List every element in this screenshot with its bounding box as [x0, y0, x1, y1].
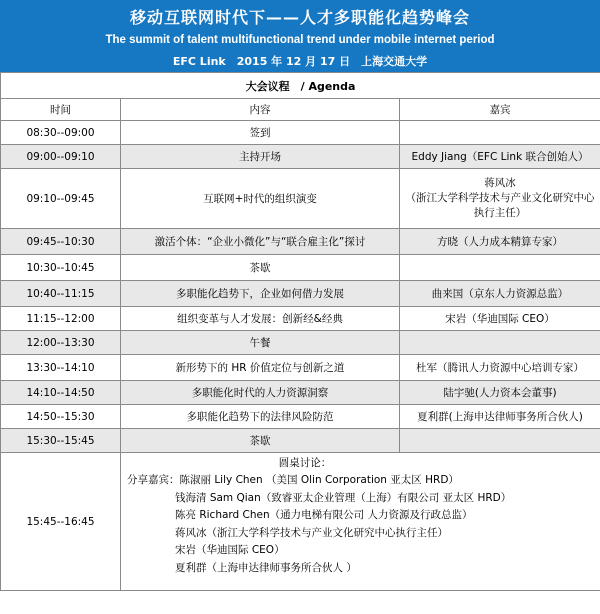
row-content: 组织变革与人才发展：创新经&经典 — [121, 307, 400, 331]
roundtable-guest: 钱海清 Sam Qian（致睿亚太企业管理（上海）有限公司 亚太区 HRD） — [175, 491, 512, 504]
roundtable-guest: 陈亮 Richard Chen（通力电梯有限公司 人力资源及行政总监） — [175, 509, 473, 521]
row-guest: 杜军（腾讯人力资源中心培训专家） — [400, 355, 600, 381]
agenda-table — [0, 72, 600, 591]
table-row — [1, 121, 600, 145]
table-row — [1, 281, 600, 307]
row-time: 15:30--15:45 — [1, 429, 121, 453]
row-guest: 曲来国（京东人力资源总监） — [400, 281, 600, 307]
table-row — [1, 229, 600, 255]
row-content: 多职能化趋势下，企业如何借力发展 — [121, 281, 400, 307]
row-guest: 宋岩（华迪国际 CEO） — [400, 307, 600, 331]
row-time: 14:50--15:30 — [1, 405, 121, 429]
row-guest — [400, 429, 600, 453]
row-content: 主持开场 — [121, 145, 400, 169]
row-guest: 陆宇驰(人力资本会董事) — [400, 381, 600, 405]
table-row — [1, 255, 600, 281]
row-content: 签到 — [121, 121, 400, 145]
column-header-time: 时间 — [1, 99, 121, 121]
roundtable-guest-line — [127, 472, 594, 490]
table-row — [1, 381, 600, 405]
row-guest — [400, 331, 600, 355]
table-row — [1, 355, 600, 381]
roundtable-guest: 夏利群（上海申达律师事务所合伙人 ） — [175, 561, 357, 574]
row-guest: 方晓（人力成本精算专家） — [400, 229, 600, 255]
row-guest — [400, 255, 600, 281]
row-time: 08:30--09:00 — [1, 121, 121, 145]
agenda-header-row — [1, 99, 600, 121]
row-guest: Eddy Jiang（EFC Link 联合创始人） — [400, 145, 600, 169]
event-subtitle: EFC Link 2015 年 12 月 17 日 上海交通大学 — [172, 55, 428, 68]
row-time: 11:15--12:00 — [1, 307, 121, 331]
agenda-caption-row — [1, 73, 600, 99]
table-row — [1, 145, 600, 169]
row-content: 多职能化趋势下的法律风险防范 — [121, 405, 400, 429]
table-row — [1, 429, 600, 453]
roundtable-guest: 宋岩（华迪国际 CEO） — [175, 544, 285, 556]
row-time: 09:00--09:10 — [1, 145, 121, 169]
row-time: 13:30--14:10 — [1, 355, 121, 381]
row-content: 午餐 — [121, 331, 400, 355]
table-row — [1, 405, 600, 429]
row-content: 新形势下的 HR 价值定位与创新之道 — [121, 355, 400, 381]
row-guest — [400, 121, 600, 145]
row-content: 茶歇 — [121, 429, 400, 453]
agenda-caption: 大会议程 / Agenda — [1, 73, 600, 99]
row-guest: 蒋风冰 （浙江大学科学技术与产业文化研究中心执行主任） — [400, 169, 600, 229]
roundtable-lead: 分享嘉宾： — [127, 474, 180, 486]
row-guest: 夏利群(上海申达律师事务所合伙人) — [400, 405, 600, 429]
table-row — [1, 331, 600, 355]
event-title-en: The summit of talent multifunctional trend under mobile internet period — [105, 34, 495, 46]
column-header-guest: 嘉宾 — [400, 99, 600, 121]
table-row — [1, 169, 600, 229]
roundtable-title: 圆桌讨论： — [278, 457, 332, 469]
row-time: 15:45--16:45 — [1, 453, 121, 591]
row-content: 多职能化时代的人力资源洞察 — [121, 381, 400, 405]
row-time: 09:10--09:45 — [1, 169, 121, 229]
row-time: 12:00--13:30 — [1, 331, 121, 355]
roundtable-detail — [121, 453, 600, 591]
roundtable-row — [1, 453, 600, 591]
row-time: 10:40--11:15 — [1, 281, 121, 307]
row-time: 14:10--14:50 — [1, 381, 121, 405]
row-time: 10:30--10:45 — [1, 255, 121, 281]
event-title-cn: 移动互联网时代下——人才多职能化趋势峰会 — [129, 8, 470, 27]
row-content: 互联网+时代的组织演变 — [121, 169, 400, 229]
row-time: 09:45--10:30 — [1, 229, 121, 255]
row-content: 激活个体：“企业小微化”与“联合雇主化”探讨 — [121, 229, 400, 255]
roundtable-guest: 陈淑丽 Lily Chen （美国 Olin Corporation 亚太区 HRD） — [179, 474, 459, 486]
column-header-content: 内容 — [121, 99, 400, 121]
row-content: 茶歇 — [121, 255, 400, 281]
event-banner — [0, 0, 600, 72]
table-row — [1, 307, 600, 331]
roundtable-guest: 蒋风冰（浙江大学科学技术与产业文化研究中心执行主任） — [175, 526, 448, 539]
